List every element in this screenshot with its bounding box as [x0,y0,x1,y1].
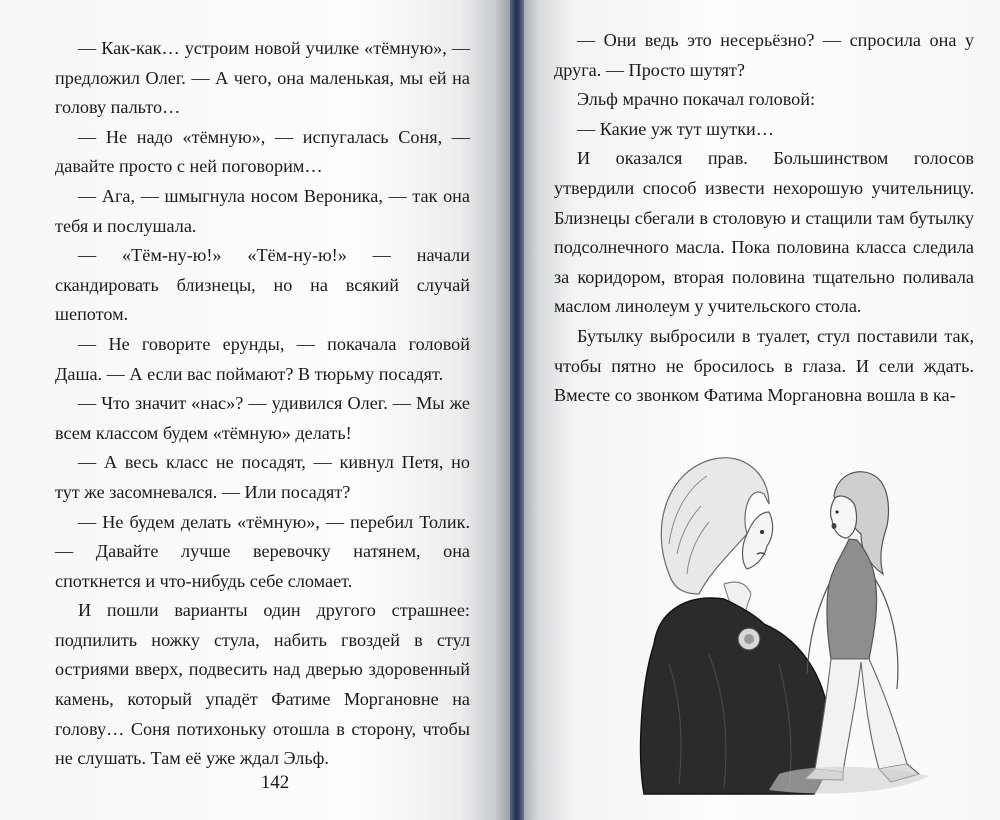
page-number: 142 [260,772,290,793]
paragraph: — Не будем делать «тёмную», — перебил Толик. — Давайте лучше веревочку натянем, она споткнется и что-нибудь себе сломает. [55,511,470,591]
paragraph: Бутылку выбросили в туалет, стул поставили так, чтобы пятно не бросилось в глаза. И сели ждать. Вместе со звонком Фатима Моргановна вошла в ка- [554,325,974,406]
paragraph: И оказался прав. Большинством голосов утвердили способ извести нехорошую учительницу. Близнецы сбегали в столовую и стащили там бутылку подсолнечного масла. Пока половина класса следила за коридором, вторая половина тщательно поливала маслом линолеум у учительского стола. [554,148,974,317]
right-page [524,0,1000,820]
paragraph: — Не надо «тёмную», — испугалась Соня, — давайте просто с ней поговорим… [55,126,470,177]
girl-legs [815,659,907,772]
book-gutter [510,0,524,820]
paragraph: — Ага, — шмыгнула носом Вероника, — так она тебя и послушала. [55,185,470,236]
paragraph: — «Тём-ну-ю!» «Тём-ну-ю!» — начали скандировать близнецы, но на всякий случай шепотом. [55,245,470,325]
paragraph: — Они ведь это несерьёзно? — спросила она у друга. — Просто шутят? [554,30,974,80]
paragraph: — Не говорите ерунды, — покачала головой Даша. — А если вас поймают? В тюрьму посадят. [55,333,470,384]
paragraph: — Какие уж тут шутки… [577,118,774,139]
illustration-teacher-and-girl [629,434,939,804]
right-page-text [554,26,974,411]
left-page-text [55,34,470,774]
paragraph: — А весь класс не посадят, — кивнул Петя, но тут же засомневался. — Или посадят? [55,452,470,502]
paragraph: Эльф мрачно покачал головой: [577,89,816,110]
paragraph: — Что значит «нас»? — удивился Олег. — Мы же всем классом будем «тёмную» делать! [55,393,470,443]
paragraph: И пошли варианты один другого страшнее: подпилить ножку стула, набить гвоздей в стул остриями вверх, подвесить над дверью здоровенный камень, который упадёт Фатиме Моргановне на голову… Соня потихоньку отошла в сторону, чтобы не слушать. Там её уже ждал Эльф. [55,600,470,769]
teacher-face [743,512,773,569]
girl-face [831,496,857,538]
paragraph: — Как-как… устроим новой училке «тёмную», — предложил Олег. — А чего, она маленькая, мы ей на голову пальто… [55,38,470,118]
teacher-body [641,598,831,794]
